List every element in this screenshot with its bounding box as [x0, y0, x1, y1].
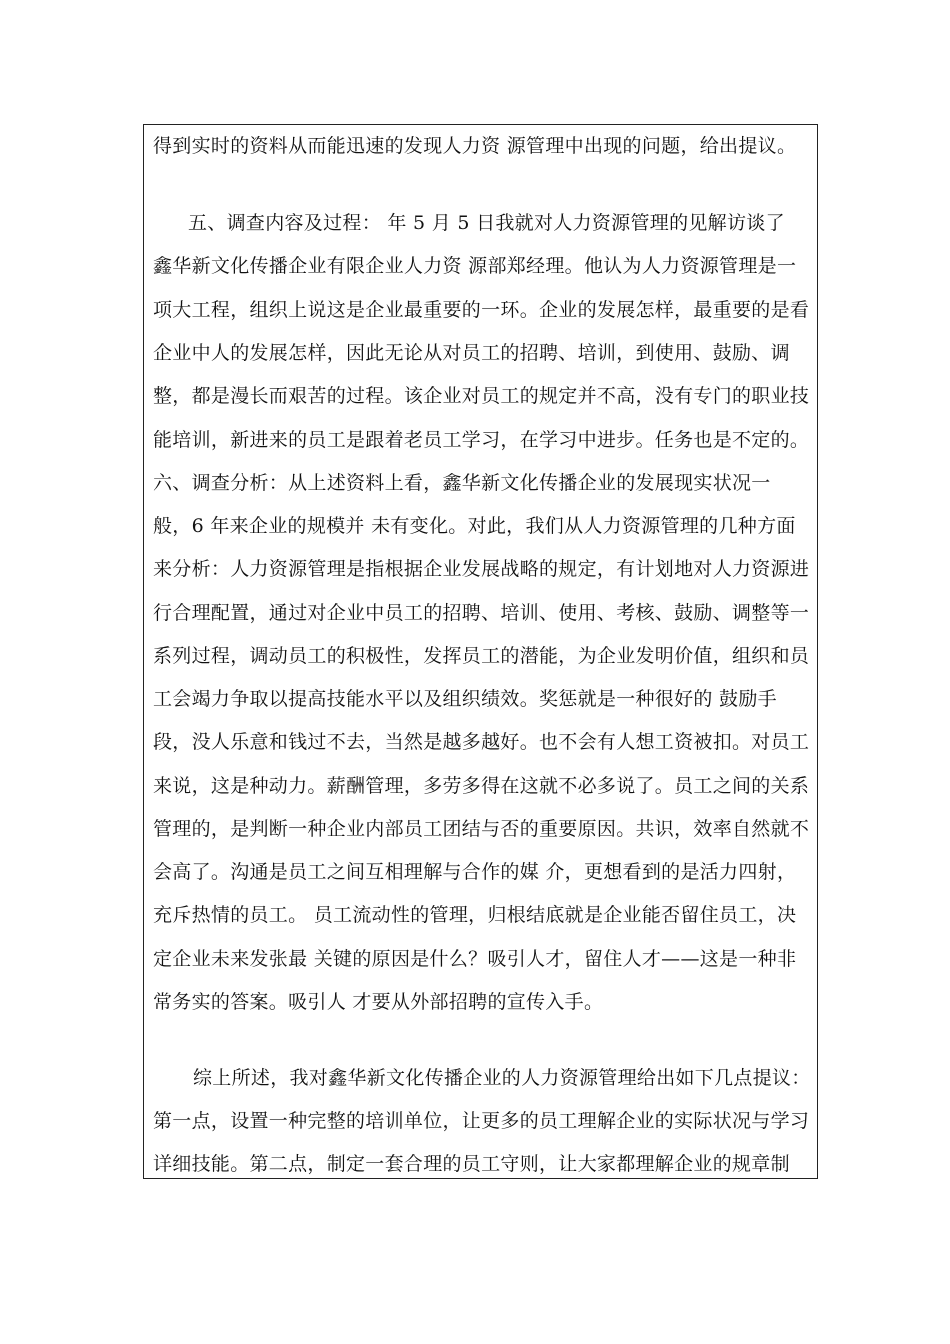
text-line: 行合理配置，通过对企业中员工的招聘、培训、使用、考核、鼓励、调整等一	[153, 602, 810, 624]
text-line: 充斥热情的员工。 员工流动性的管理，归根结底就是企业能否留住员工，决	[153, 904, 797, 926]
text-line: 能培训，新进来的员工是跟着老员工学习，在学习中进步。任务也是不定的。	[153, 429, 810, 451]
text-line: 定企业未来发张最 关键的原因是什么？吸引人才，留住人才——这是一种非	[153, 948, 797, 970]
text-line: 企业中人的发展怎样，因此无论从对员工的招聘、培训，到使用、鼓励、调	[153, 342, 790, 364]
text-line: 详细技能。第二点，制定一套合理的员工守则，让大家都理解企业的规章制	[153, 1153, 790, 1175]
text-line: 第一点，设置一种完整的培训单位，让更多的员工理解企业的实际状况与学习	[153, 1110, 810, 1132]
text-line: 得到实时的资料从而能迅速的发现人力资 源管理中出现的问题，给出提议。	[153, 135, 797, 157]
text-line: 项大工程，组织上说这是企业最重要的一环。企业的发展怎样，最重要的是看	[153, 299, 810, 321]
text-line: 段，没人乐意和钱过不去，当然是越多越好。也不会有人想工资被扣。对员工	[153, 731, 810, 753]
text-line: 鑫华新文化传播企业有限企业人力资 源部郑经理。他认为人力资源管理是一	[153, 255, 797, 277]
text-line: 系列过程，调动员工的积极性，发挥员工的潜能，为企业发明价值，组织和员	[153, 645, 810, 667]
text-line: 常务实的答案。吸引人 才要从外部招聘的宣传入手。	[153, 991, 604, 1013]
text-line: 来分析：人力资源管理是指根据企业发展战略的规定，有计划地对人力资源进	[153, 558, 810, 580]
text-line: 来说，这是种动力。薪酬管理，多劳多得在这就不必多说了。员工之间的关系	[153, 775, 810, 797]
text-line: 整，都是漫长而艰苦的过程。该企业对员工的规定并不高，没有专门的职业技	[153, 385, 810, 407]
section-heading-line: 六、调查分析：从上述资料上看，鑫华新文化传播企业的发展现实状况一	[153, 472, 771, 494]
section-heading-line: 五、调查内容及过程： 年 5 月 5 日我就对人力资源管理的见解访谈了	[188, 212, 785, 234]
summary-paragraph-line: 综上所述，我对鑫华新文化传播企业的人力资源管理给出如下几点提议：	[193, 1067, 811, 1089]
text-line: 管理的，是判断一种企业内部员工团结与否的重要原因。共识，效率自然就不	[153, 818, 810, 840]
text-line: 工会竭力争取以提高技能水平以及组织绩效。奖惩就是一种很好的 鼓励手	[153, 688, 777, 710]
text-line: 般，6 年来企业的规模并 未有变化。对此，我们从人力资源管理的几种方面	[153, 515, 796, 537]
text-line: 会高了。沟通是员工之间互相理解与合作的媒 介，更想看到的是活力四射，	[153, 861, 797, 883]
